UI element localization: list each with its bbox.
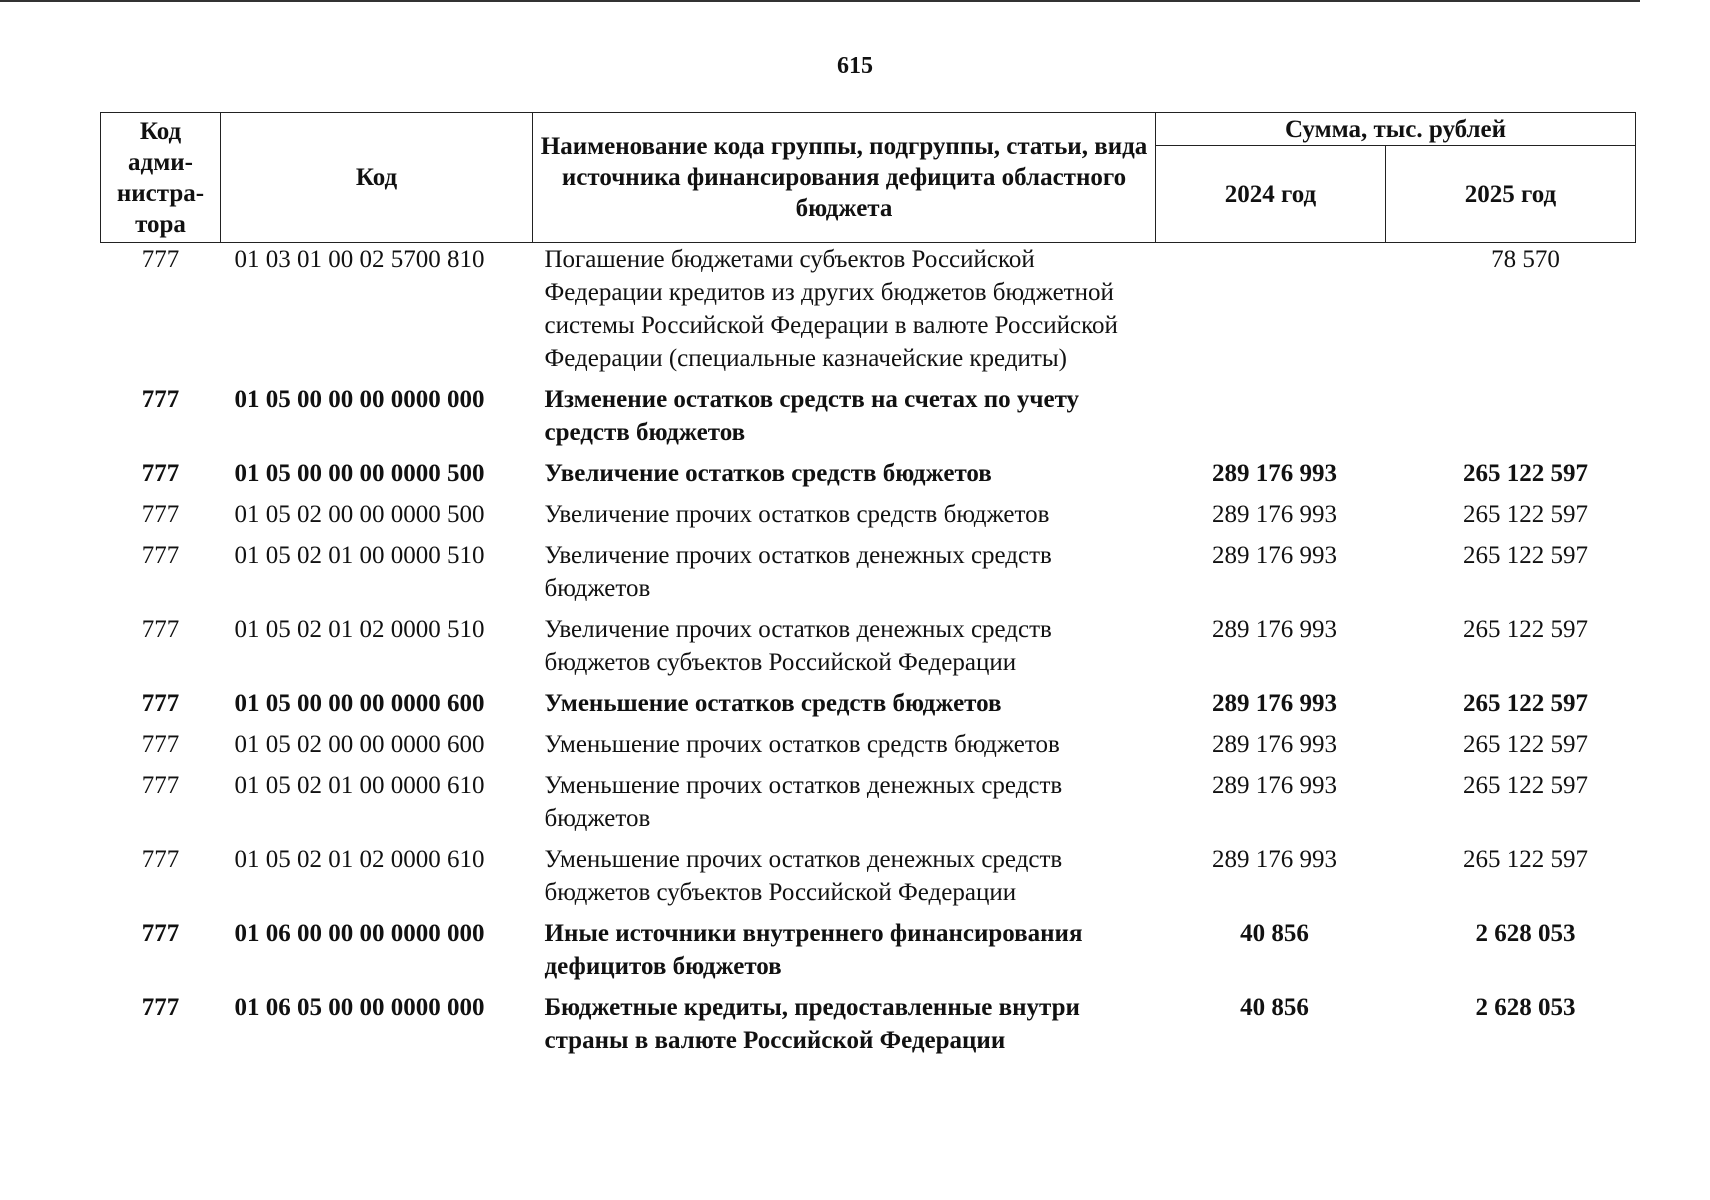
row-admin-code: 777 bbox=[141, 501, 180, 528]
row-code: 01 03 01 00 02 5700 810 bbox=[234, 246, 485, 273]
row-admin-code: 777 bbox=[141, 690, 180, 717]
row-amount-2024: 40 856 bbox=[1240, 920, 1309, 947]
row-code: 01 05 02 01 00 0000 610 bbox=[234, 772, 485, 799]
table-row bbox=[101, 539, 1636, 613]
row-admin-code: 777 bbox=[141, 920, 180, 947]
row-amount-2024: 289 176 993 bbox=[1212, 731, 1337, 758]
row-name: Уменьшение прочих остатков средств бюджетов bbox=[544, 731, 1060, 758]
row-code: 01 06 00 00 00 0000 000 bbox=[234, 920, 485, 947]
table-row bbox=[101, 843, 1636, 917]
header-sum: Сумма, тыс. рублей bbox=[1156, 113, 1636, 146]
table-row bbox=[101, 991, 1636, 1065]
row-amount-2024: 289 176 993 bbox=[1212, 846, 1337, 873]
row-amount-2024: 40 856 bbox=[1240, 994, 1309, 1021]
row-amount-2025 bbox=[1386, 383, 1636, 457]
row-amount-2024: 289 176 993 bbox=[1212, 460, 1337, 487]
row-amount-2025: 265 122 597 bbox=[1463, 501, 1588, 528]
row-amount-2025: 265 122 597 bbox=[1463, 731, 1588, 758]
table-row bbox=[101, 728, 1636, 769]
row-amount-2025: 265 122 597 bbox=[1463, 616, 1588, 643]
table-row bbox=[101, 383, 1636, 457]
table-header bbox=[101, 113, 1636, 243]
row-amount-2025: 265 122 597 bbox=[1463, 772, 1588, 799]
row-amount-2024 bbox=[1156, 243, 1386, 384]
row-code: 01 05 02 00 00 0000 500 bbox=[234, 501, 485, 528]
table-row bbox=[101, 769, 1636, 843]
row-amount-2024: 289 176 993 bbox=[1212, 542, 1337, 569]
row-code: 01 05 00 00 00 0000 600 bbox=[234, 690, 485, 717]
row-amount-2025: 78 570 bbox=[1491, 246, 1560, 273]
row-name: Бюджетные кредиты, предоставленные внутри страны в валюте Российской Федерации bbox=[544, 994, 1080, 1054]
financing-sources-table bbox=[100, 112, 1636, 1065]
row-amount-2024 bbox=[1156, 383, 1386, 457]
row-admin-code: 777 bbox=[141, 731, 180, 758]
row-amount-2025: 265 122 597 bbox=[1463, 846, 1588, 873]
row-code: 01 05 02 01 00 0000 510 bbox=[234, 542, 485, 569]
table-row bbox=[101, 917, 1636, 991]
row-amount-2024: 289 176 993 bbox=[1212, 616, 1337, 643]
row-name: Увеличение прочих остатков денежных средств бюджетов bbox=[544, 542, 1052, 602]
row-name: Погашение бюджетами субъектов Российской Федерации кредитов из других бюджетов бюджетной системы Российской Федерации в валюте Российской Федерации (специальные казначейские кредиты) bbox=[544, 246, 1118, 372]
row-amount-2025: 265 122 597 bbox=[1463, 690, 1588, 717]
row-amount-2025: 2 628 053 bbox=[1475, 994, 1576, 1021]
row-name: Уменьшение прочих остатков денежных средств бюджетов субъектов Российской Федерации bbox=[544, 846, 1063, 906]
row-admin-code: 777 bbox=[141, 994, 180, 1021]
table-row bbox=[101, 498, 1636, 539]
row-code: 01 05 02 00 00 0000 600 bbox=[234, 731, 485, 758]
table-row bbox=[101, 457, 1636, 498]
table-row bbox=[101, 687, 1636, 728]
row-code: 01 05 00 00 00 0000 000 bbox=[234, 386, 485, 413]
row-name: Увеличение прочих остатков денежных средств бюджетов субъектов Российской Федерации bbox=[544, 616, 1052, 676]
row-name: Увеличение прочих остатков средств бюджетов bbox=[544, 501, 1050, 528]
page-number: 615 bbox=[837, 53, 873, 79]
row-amount-2025: 265 122 597 bbox=[1463, 460, 1588, 487]
row-amount-2024: 289 176 993 bbox=[1212, 501, 1337, 528]
row-admin-code: 777 bbox=[141, 246, 180, 273]
budget-table-container bbox=[100, 112, 1635, 1065]
header-code: Код bbox=[221, 113, 533, 243]
header-admin-code: Код адми-нистра-тора bbox=[101, 113, 221, 243]
row-amount-2025: 265 122 597 bbox=[1463, 542, 1588, 569]
row-code: 01 06 05 00 00 0000 000 bbox=[234, 994, 485, 1021]
row-amount-2024: 289 176 993 bbox=[1212, 690, 1337, 717]
table-row bbox=[101, 243, 1636, 384]
row-name: Изменение остатков средств на счетах по учету средств бюджетов bbox=[544, 386, 1080, 446]
row-amount-2025: 2 628 053 bbox=[1475, 920, 1576, 947]
header-name: Наименование кода группы, подгруппы, статьи, вида источника финансирования дефицита областного бюджета bbox=[533, 113, 1156, 243]
row-code: 01 05 02 01 02 0000 610 bbox=[234, 846, 485, 873]
table-row bbox=[101, 613, 1636, 687]
header-year-2025: 2025 год bbox=[1386, 146, 1636, 243]
row-admin-code: 777 bbox=[141, 460, 180, 487]
row-admin-code: 777 bbox=[141, 386, 180, 413]
row-admin-code: 777 bbox=[141, 846, 180, 873]
row-name: Иные источники внутреннего финансирования дефицитов бюджетов bbox=[544, 920, 1083, 980]
row-name: Увеличение остатков средств бюджетов bbox=[544, 460, 992, 487]
row-amount-2024: 289 176 993 bbox=[1212, 772, 1337, 799]
row-code: 01 05 02 01 02 0000 510 bbox=[234, 616, 485, 643]
top-rule bbox=[0, 0, 1640, 2]
row-admin-code: 777 bbox=[141, 542, 180, 569]
table-body bbox=[101, 243, 1636, 1066]
row-admin-code: 777 bbox=[141, 616, 180, 643]
header-year-2024: 2024 год bbox=[1156, 146, 1386, 243]
row-admin-code: 777 bbox=[141, 772, 180, 799]
row-name: Уменьшение остатков средств бюджетов bbox=[544, 690, 1002, 717]
row-name: Уменьшение прочих остатков денежных средств бюджетов bbox=[544, 772, 1063, 832]
row-code: 01 05 00 00 00 0000 500 bbox=[234, 460, 485, 487]
